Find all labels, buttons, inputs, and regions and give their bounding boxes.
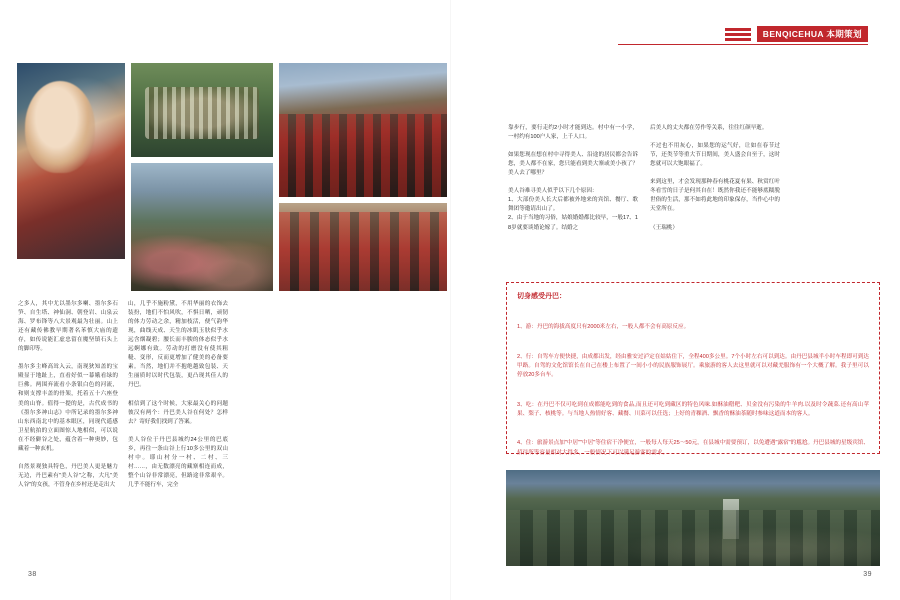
tip-item: 3、吃：在丹巴不仅可吃到在成都能吃到的食品,而且还可吃到藏区的特色风味.如酥油糌粑、贝金没有污染的牛羊肉.以及时令蔬菜.还有高山苹果、梨子、核桃等。与当地人热情好客、藏餐、川菜可以任选；上好的青稞酒、飘香的酥油茶随时参味这道而本的客人。 (517, 401, 869, 417)
folio-left: 38 (28, 571, 37, 578)
photo-tibetan-girl-portrait (16, 62, 126, 260)
body-column-4: 后美人的丈夫都在劳作等关系，往往红颜早逝。 不过也不用灰心，如果您的运气好，让如在春节过节，还类节等重大节日期间，美人盛会自至于，这时您就可以大饱眼福了。 来到这里，才会发现那种春有桃花夏有果、秋赏红叶冬看雪的日子是何其自在！既然你我还不能够底糯脱世俗的生活，那不如将此地的印象保存，当作心中的天堂所在。 （王瑞桃） (650, 125, 780, 231)
chinese-flag-stripes-icon (725, 28, 751, 41)
photo-collage (16, 62, 448, 290)
travel-tips-box (506, 282, 880, 454)
body-column-3: 靠步行，要行走约2小时才能到达。村中有一小学，一村约有100户人家，上千人口。 如果您现在想在村中寻得美人、沿途的居民都会告诉您，美人都不在家，您只能看到美大寨或美小孩了？美人去了哪里？ 美人谷难寻美人似乎以下几个原因： 1、大部份美人长大后都被外地来的宾馆、餐厅、歌舞团等邀请出山了。 2、由于当地的习俗，姑娘婚婚都比较早，一般17、18岁就要谈婚论嫁了。结婚之 (508, 125, 638, 231)
travel-tips-title: 切身感受丹巴： (517, 293, 566, 300)
photo-village-festival-aerial (130, 62, 274, 158)
tip-item: 4、住：旅游景点加"中居""中居"等住宿干净便宜，一般每人每天25～50元，在县城中需要预订，以免遭遇"露宿"的尴尬。丹巴县城的星级宾馆、招待所等容量相对大得多，一般情况下可以满足游客的需求。 (517, 440, 869, 456)
tip-item: 2、行：自驾车方便快捷，由成都出发，经由雅安过泸定在姑姑住下，全程400多公里。7个小时左右可以到达。由丹巴县城半小时车程即可到达甲路。自驾的文化馆馆长在自己在楼上布置了一间小小的民族服饰展厅。乘旅游的客人去这里就可以对藏羌服饰有一个大概了解。我子里可以停放20多台车。 (517, 353, 869, 379)
body-column-2: 山，几乎不施粉黛，不用华丽的衣饰去装扮，地们不怕风吹，不惧日晒，顽韧的体力劳动之余，精加枝活，便气韵华现，曲线天成、天生的冰肌玉肤似乎水远含烟凝碧；腰长而丰腴的体态似乎水远婀娜有致。劳动的打磨没有使其粗糙、变形，反而更增加了健美的必备要素。当然，地们并不抱绝越致包装、天生丽质时以时代包装，更凸现其佳人的丹巴。 相信到了这个时候，大家最关心的问题彼汉有两个：丹巴美人谷在何处？怎样去？寄好我们找到了答案。 美人谷位于丹巴县城约24公里的巴底乡，再往一条山谷上行10多公里的双山村中。耶山村分一村、二村、三村……，由无数漂亮的藏寨相连而成，整个山谷非常漂亮，但路途非常艰辛。几乎不能行车，完全 (128, 301, 228, 488)
tip-item: 1、游：丹巴的海拔高度只有2000米左右，一般人都不会有高原反应。 (517, 324, 690, 331)
photo-costumed-dancers-crowd (278, 62, 448, 198)
folio-right: 39 (863, 571, 872, 578)
page-header (725, 26, 868, 42)
photo-red-robed-procession (278, 202, 448, 292)
header-rule (618, 44, 868, 45)
header-kicker: BENQICEHUA 本期策划 (757, 26, 868, 42)
travel-tips-body (517, 305, 869, 478)
body-column-1: 之多人，其中尤以墨尔多喇、墨尔多石笋、自生塔、神仙洞、朝登岩、山泉云海、罗布锋等八大景观最为壮丽。山上还有藏传佛教早期著名苯慎大庙的遗存，如传说能汇虚忠留在魔坚镇石头上的脚印等。 墨尔多主峰高耸入云，南现狄知盖的宝殿显于地趾上，直看好似一幕娥看绿的巨佛。两围弃流看小条银白色的河流，和则支撑丰盖的骨架，托着五十六座登美的山脊。值得一提的是，古代成书的《墨尔多神山志》中所记录的墨尔多神山东西南北中的基本眼区，同现代遥感卫星航拍的立面图惊人地相似，可以说在不经僻谷之处，蕴含着一种奥妙，包藏着一种玄机。 自然景观独具特色，丹巴美人更是魅力无边，丹巴素有"美人谷"之称，大凡"美人谷"的女孩，不管身在乡村还是走出大 (18, 301, 118, 488)
page-gutter (450, 0, 451, 600)
photo-danba-valley-watchtowers (506, 470, 880, 566)
photo-peach-blossom-village (130, 162, 274, 292)
